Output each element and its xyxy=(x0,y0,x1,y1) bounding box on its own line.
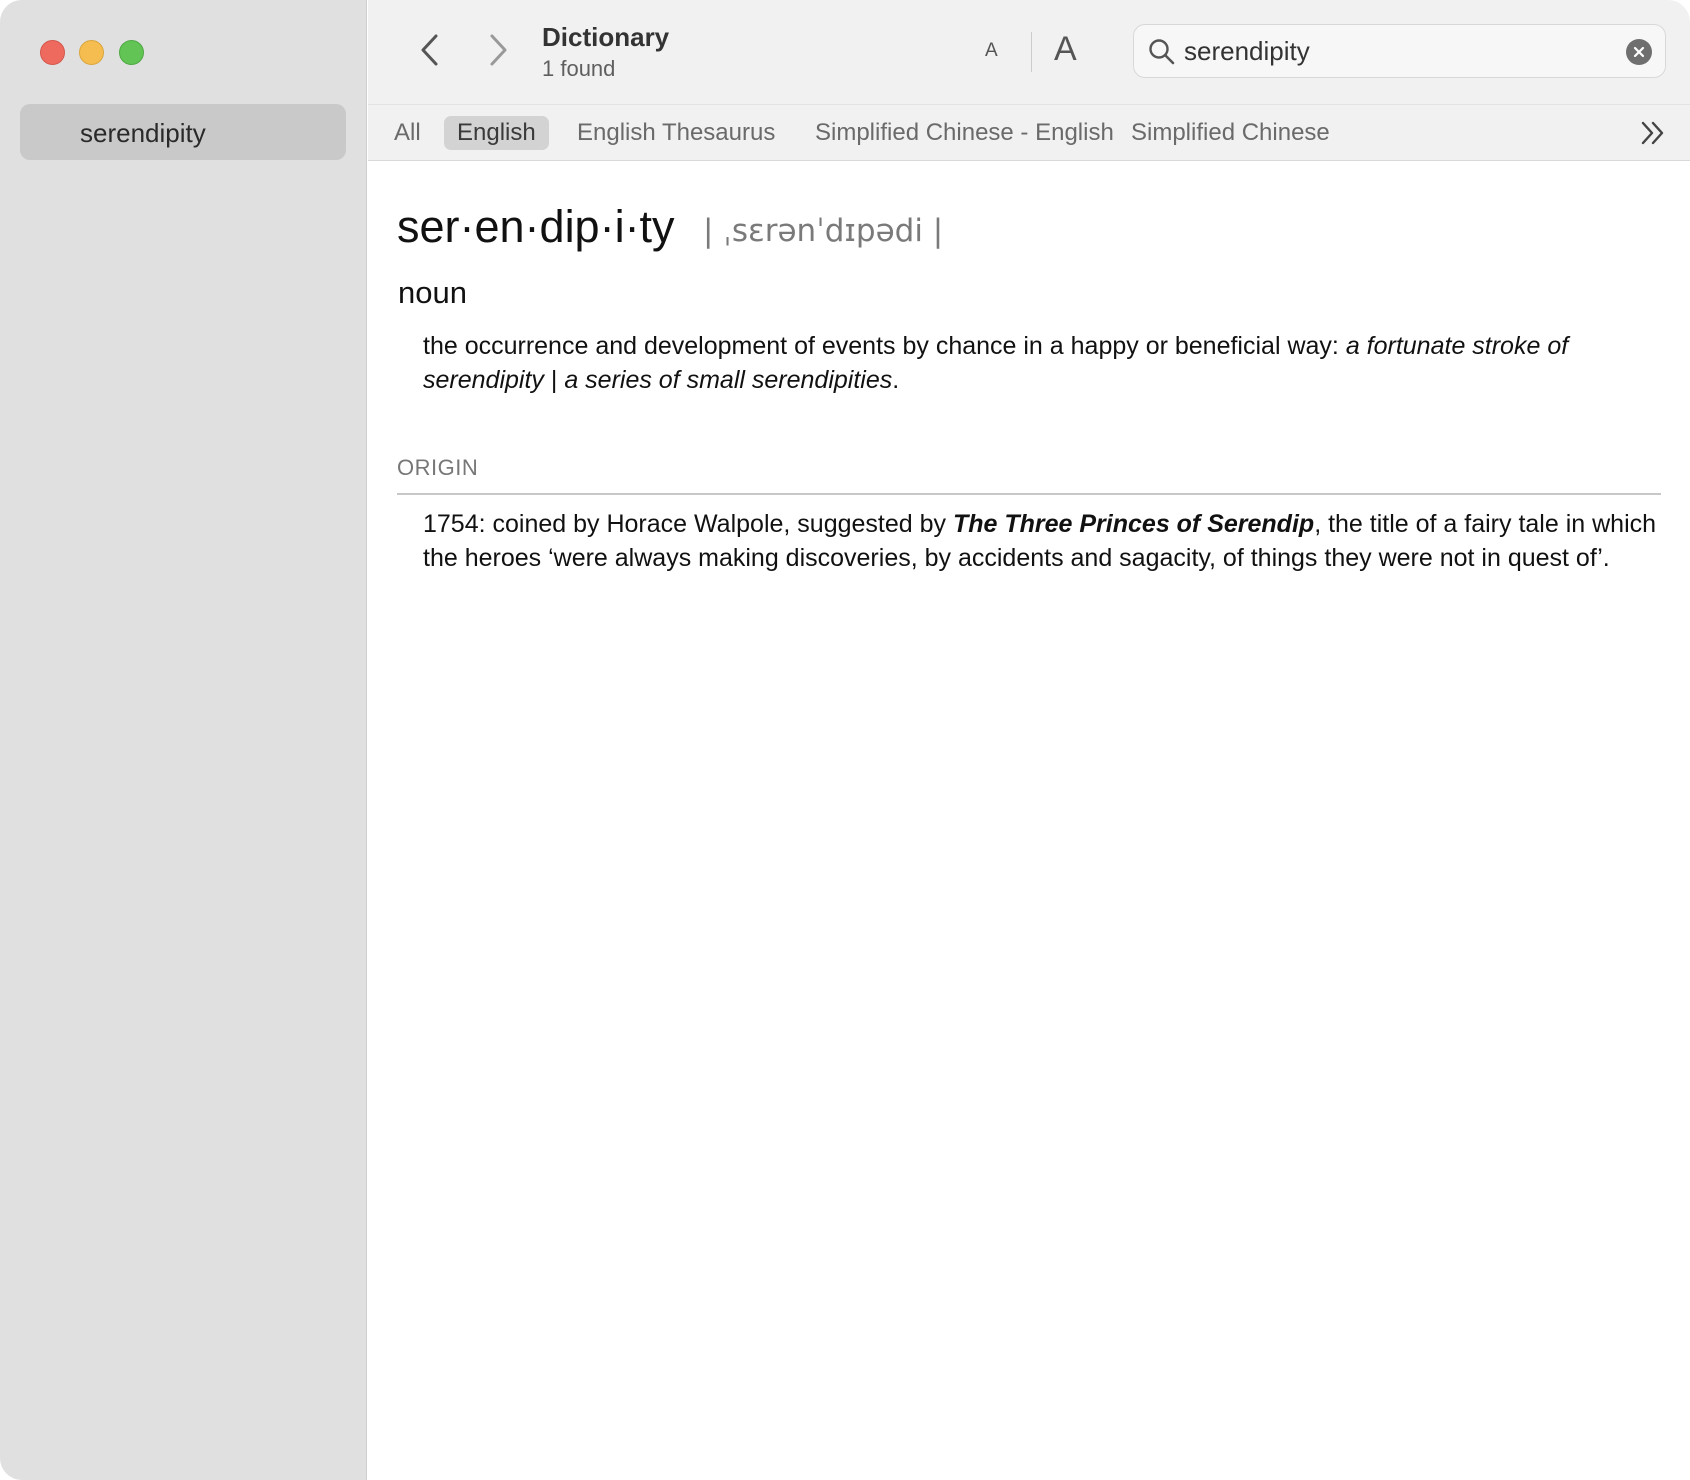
tab-all[interactable]: All xyxy=(394,119,421,146)
sidebar-item-serendipity[interactable] xyxy=(20,104,346,160)
font-larger-button[interactable]: A xyxy=(1054,30,1077,68)
origin-title: The Three Princes of Serendip xyxy=(952,510,1315,538)
origin-suffix: , the title of a fairy tale in which the heroes ‘were always making discoveries, by accidents and sagacity, of things they were not in quest of’. xyxy=(423,510,1657,572)
origin-prefix: 1754: coined by Horace Walpole, suggested by xyxy=(423,510,947,538)
origin-heading: ORIGIN xyxy=(397,455,479,480)
part-of-speech: noun xyxy=(398,275,467,310)
toolbar xyxy=(368,0,1690,104)
tab-simplified-chinese-english[interactable]: Simplified Chinese - English xyxy=(815,119,1114,146)
dictionary-tabs xyxy=(368,104,1690,161)
example-1: a fortunate stroke of serendipity xyxy=(423,332,1569,394)
window-title: Dictionary xyxy=(542,22,670,52)
definition xyxy=(423,329,1653,397)
origin-divider xyxy=(397,493,1661,495)
search-field[interactable] xyxy=(1133,24,1666,78)
close-button[interactable] xyxy=(40,40,65,65)
double-chevron-right-icon xyxy=(1638,119,1668,147)
minimize-button[interactable] xyxy=(79,40,104,65)
origin-text xyxy=(423,507,1663,575)
chevron-right-icon xyxy=(486,32,510,68)
chevron-left-icon xyxy=(418,32,442,68)
back-button[interactable] xyxy=(410,28,450,72)
entry-content xyxy=(368,161,1690,1480)
pronunciation: | ˌsɛrənˈdɪpədi | xyxy=(703,213,944,249)
clear-icon xyxy=(1632,45,1646,59)
tab-simplified-chinese[interactable]: Simplified Chinese xyxy=(1131,119,1330,146)
definition-text: the occurrence and development of events by chance in a happy or beneficial way: xyxy=(423,332,1339,360)
search-icon xyxy=(1148,38,1176,71)
zoom-button[interactable] xyxy=(119,40,144,65)
sidebar-item-label: serendipity xyxy=(80,118,206,148)
tab-english-thesaurus[interactable]: English Thesaurus xyxy=(577,119,776,146)
clear-search-button[interactable] xyxy=(1626,39,1652,65)
results-count: 1 found xyxy=(542,56,616,81)
more-tabs-button[interactable] xyxy=(1638,119,1668,152)
headword: ser·en·dip·i·ty xyxy=(397,201,675,252)
forward-button[interactable] xyxy=(478,28,518,72)
search-input[interactable] xyxy=(1184,33,1614,69)
example-2: a series of small serendipities xyxy=(564,366,893,394)
sidebar xyxy=(0,0,367,1480)
example-separator: | xyxy=(550,366,558,394)
tab-english[interactable]: English xyxy=(444,116,549,150)
font-size-divider xyxy=(1031,32,1032,72)
font-smaller-button[interactable]: A xyxy=(985,40,998,61)
example-end: . xyxy=(892,366,900,394)
